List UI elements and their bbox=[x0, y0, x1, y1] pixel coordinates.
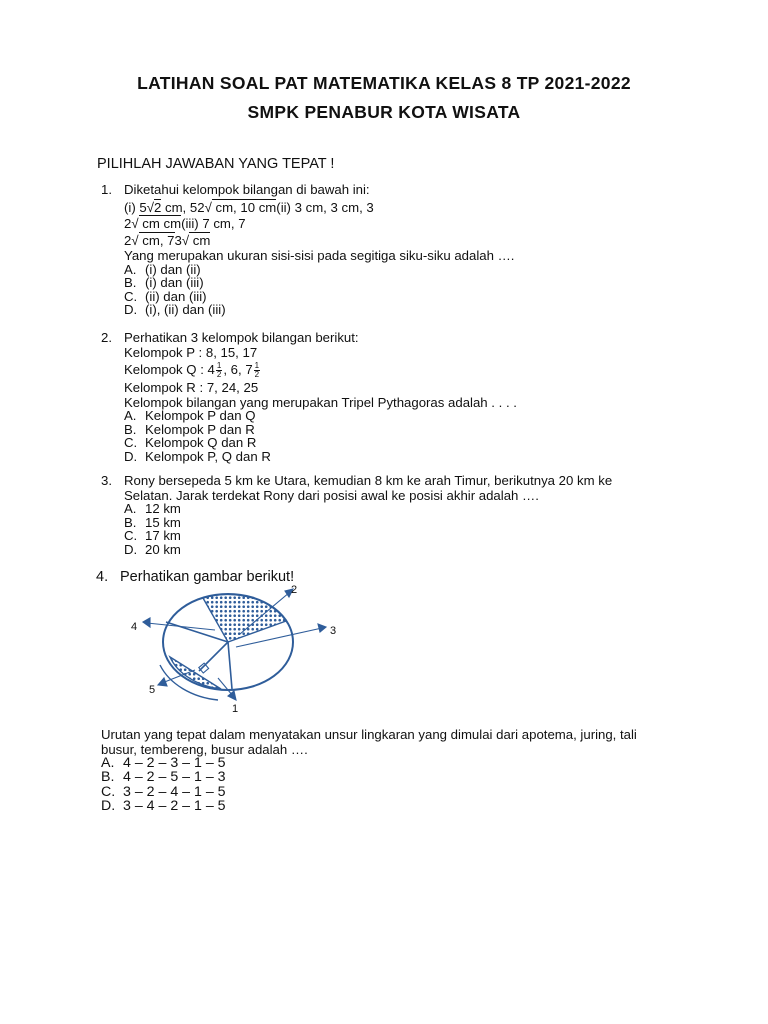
label-5: 5 bbox=[149, 684, 156, 696]
question-3 bbox=[101, 474, 612, 556]
question-text: Kelompok bilangan yang merupakan Tripel Pythagoras adalah . . . . bbox=[124, 394, 517, 410]
option-b[interactable]: B. 15 km bbox=[124, 514, 181, 530]
group-q: Kelompok Q : 4 $\frac{1}{2}$ , 6, 7 $\frac{1}{2}$ bbox=[124, 361, 260, 380]
circle-diagram bbox=[120, 582, 360, 717]
label-1: 1 bbox=[232, 703, 239, 715]
label-3: 3 bbox=[330, 625, 337, 637]
sqrt-symbol: √ bbox=[204, 199, 212, 215]
question-stem: Perhatikan gambar berikut! bbox=[120, 569, 295, 585]
item-i: (i) 5√2 cm, 52√ cm, 10 cm(ii) 3 cm, 3 cm, 3 bbox=[124, 199, 374, 215]
question-number: 2. bbox=[101, 330, 112, 345]
question-1 bbox=[101, 183, 514, 317]
option-a[interactable]: A. 12 km bbox=[124, 501, 181, 516]
page-title: LATIHAN SOAL PAT MATEMATIKA KELAS 8 TP 2021-2022 bbox=[137, 73, 631, 93]
sqrt-symbol: √ bbox=[131, 216, 139, 231]
question-text: Yang merupakan ukuran sisi-sisi pada segitiga siku-siku adalah …. bbox=[124, 248, 515, 263]
option-d[interactable]: D. 3 – 4 – 2 – 1 – 5 bbox=[101, 797, 226, 814]
option-d[interactable]: D. (i), (ii) dan (iii) bbox=[124, 302, 226, 317]
option-c[interactable]: C. 17 km bbox=[124, 528, 181, 543]
label-4: 4 bbox=[131, 621, 138, 633]
question-number: 4. bbox=[96, 569, 109, 585]
label-2: 2 bbox=[291, 584, 298, 596]
question-2 bbox=[101, 331, 517, 463]
question-number: 3. bbox=[101, 473, 112, 488]
question-stem: Rony bersepeda 5 km ke Utara, kemudian 8 km ke arah Timur, berikutnya 20 km ke bbox=[124, 473, 613, 488]
circle-shape bbox=[160, 594, 293, 700]
question-text: Urutan yang tepat dalam menyatakan unsur lingkaran yang dimulai dari apotema, juring, tali bbox=[101, 727, 637, 742]
option-c[interactable]: C. Kelompok Q dan R bbox=[124, 435, 257, 450]
item-iii: 2√ cm, 73√ cm bbox=[124, 232, 211, 248]
instruction: PILIHLAH JAWABAN YANG TEPAT ! bbox=[97, 156, 335, 172]
sqrt-symbol: √ bbox=[181, 232, 190, 248]
question-4-options bbox=[101, 756, 226, 813]
question-stem-cont: Selatan. Jarak terdekat Rony dari posisi awal ke posisi akhir adalah …. bbox=[124, 487, 539, 503]
question-stem: Diketahui kelompok bilangan di bawah ini: bbox=[124, 182, 370, 197]
option-d[interactable]: D. 20 km bbox=[124, 541, 181, 557]
option-b[interactable]: B. 4 – 2 – 5 – 1 – 3 bbox=[101, 769, 226, 786]
option-c[interactable]: C. 3 – 2 – 4 – 1 – 5 bbox=[101, 783, 226, 800]
question-number: 1. bbox=[101, 182, 112, 197]
option-a[interactable]: A. 4 – 2 – 3 – 1 – 5 bbox=[101, 755, 226, 771]
option-b[interactable]: B. Kelompok P dan R bbox=[124, 421, 255, 437]
option-b[interactable]: B. (i) dan (iii) bbox=[124, 275, 204, 290]
group-p: Kelompok P : 8, 15, 17 bbox=[124, 344, 258, 360]
option-a[interactable]: A. (i) dan (ii) bbox=[124, 261, 201, 277]
group-r: Kelompok R : 7, 24, 25 bbox=[124, 380, 259, 395]
item-ii: 2√ cm cm(iii) 7 cm, 7 bbox=[124, 216, 246, 231]
option-a[interactable]: A. Kelompok P dan Q bbox=[124, 408, 256, 423]
question-stem: Perhatikan 3 kelompok bilangan berikut: bbox=[124, 330, 359, 345]
question-4-text bbox=[101, 728, 637, 756]
question-text-cont: busur, tembereng, busur adalah …. bbox=[101, 741, 308, 757]
option-d[interactable]: D. Kelompok P, Q dan R bbox=[124, 448, 271, 464]
school-name: SMPK PENABUR KOTA WISATA bbox=[247, 102, 521, 122]
sqrt-symbol: √ bbox=[131, 232, 139, 248]
option-c[interactable]: C. (ii) dan (iii) bbox=[124, 288, 207, 304]
sqrt-symbol: √ bbox=[146, 199, 154, 215]
